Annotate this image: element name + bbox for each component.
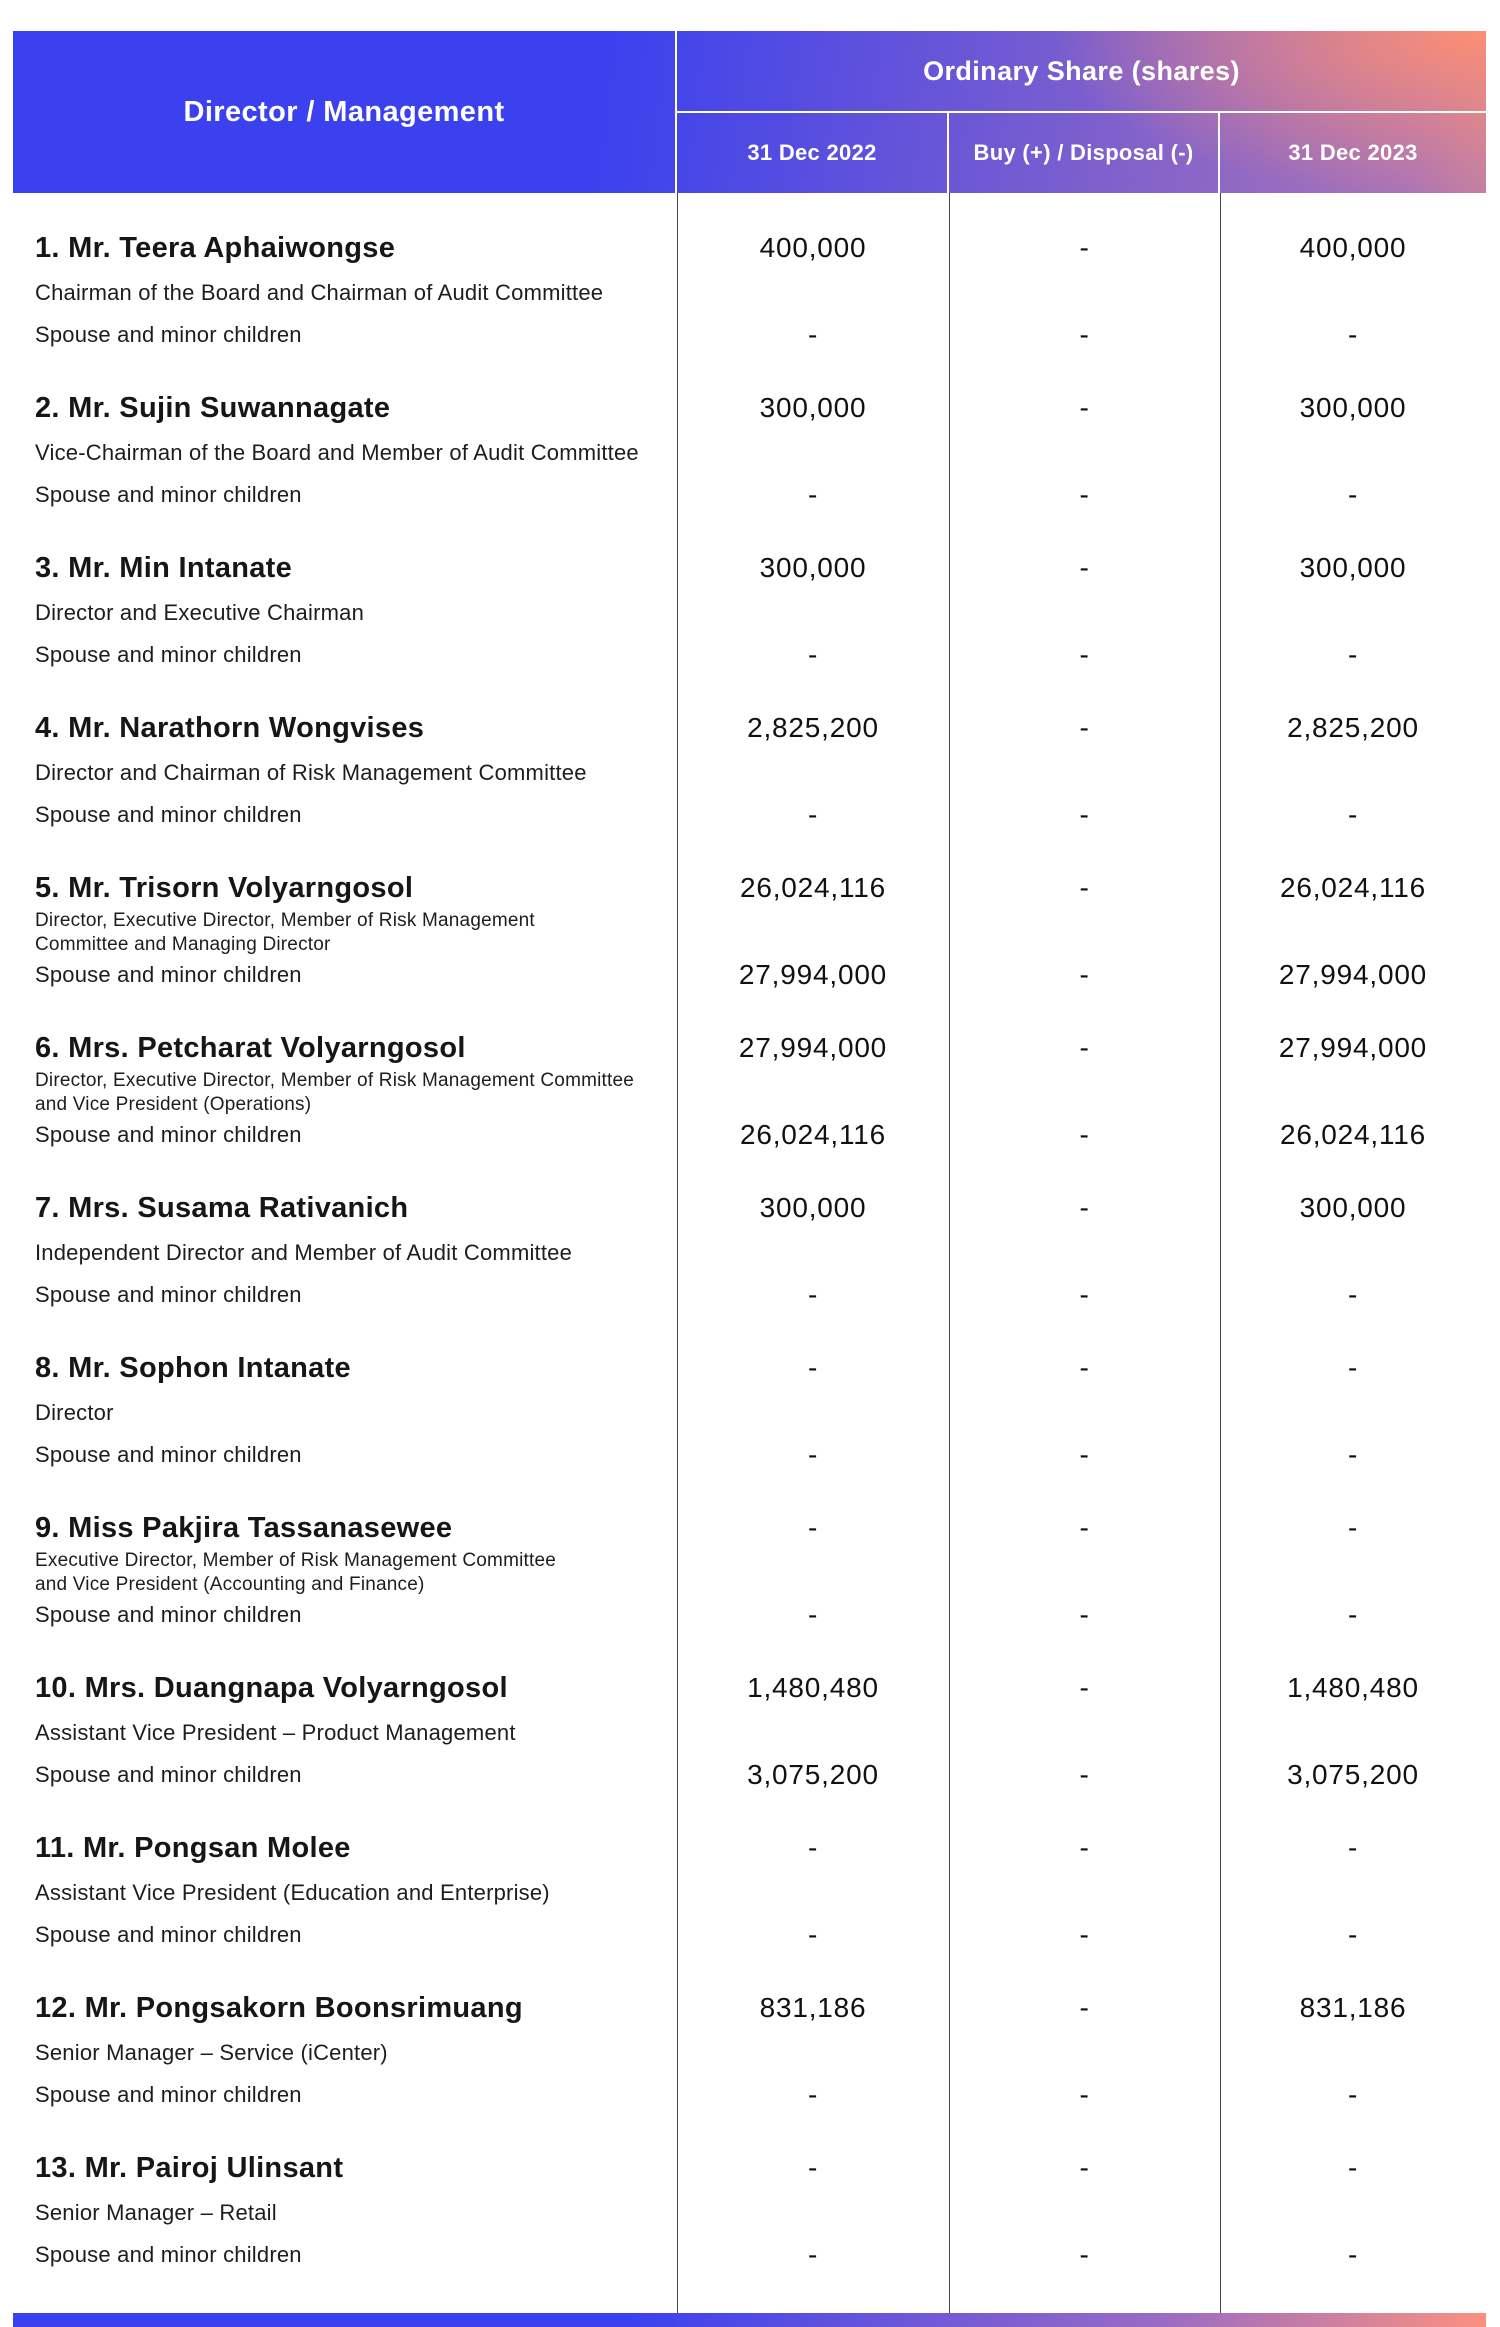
shares-31dec2022: 300,000 [759, 552, 867, 583]
director-position-line2: and Vice President (Accounting and Finance) [35, 1574, 425, 1595]
spouse-shares-31dec2023: - [1347, 319, 1359, 350]
spouse-shares-31dec2023: - [1347, 1599, 1359, 1630]
director-title-row [13, 1389, 1486, 1437]
director-title-row [13, 1549, 1486, 1597]
director-name: 3. Mr. Min Intanate [35, 551, 293, 584]
spouse-row [13, 1597, 1486, 1633]
director-title-row [13, 909, 1486, 957]
director-name: 1. Mr. Teera Aphaiwongse [35, 231, 396, 264]
director-title-row [13, 2029, 1486, 2077]
director-title-row [13, 269, 1486, 317]
spouse-buy-disposal-value: - [1079, 479, 1090, 510]
director-position [13, 1880, 677, 1906]
spouse-label: Spouse and minor children [35, 482, 302, 507]
spouse-row [13, 1277, 1486, 1313]
shares-31dec2022: - [807, 1352, 819, 1383]
director-name: 12. Mr. Pongsakorn Boonsrimuang [35, 1991, 523, 2024]
spouse-buy-disposal-value: - [1079, 1919, 1090, 1950]
spouse-label: Spouse and minor children [35, 2242, 302, 2267]
shares-31dec2023: - [1347, 1512, 1359, 1543]
spouse-label: Spouse and minor children [35, 642, 302, 667]
spouse-shares-31dec2023: - [1347, 2239, 1359, 2270]
spouse-label: Spouse and minor children [35, 2082, 302, 2107]
shares-31dec2022: - [807, 1832, 819, 1863]
buy-disposal-value: - [1079, 872, 1090, 903]
director-position-line1: Assistant Vice President – Product Management [35, 1720, 516, 1745]
director-section [13, 193, 1486, 353]
spouse-buy-disposal-value: - [1079, 1119, 1090, 1150]
shares-31dec2023: - [1347, 1832, 1359, 1863]
spouse-row [13, 797, 1486, 833]
spouse-buy-disposal-value: - [1079, 2079, 1090, 2110]
director-name-row [13, 547, 1486, 589]
director-name: 11. Mr. Pongsan Molee [35, 1831, 351, 1864]
spouse-shares-31dec2023: - [1347, 639, 1359, 670]
spouse-shares-31dec2022: - [807, 1439, 819, 1470]
shares-31dec2023: 300,000 [1299, 1192, 1407, 1223]
spouse-label: Spouse and minor children [35, 802, 302, 827]
shares-31dec2023: - [1347, 2152, 1359, 2183]
shares-31dec2023: 400,000 [1299, 232, 1407, 263]
director-name: 4. Mr. Narathorn Wongvises [35, 711, 425, 744]
director-name: 10. Mrs. Duangnapa Volyarngosol [35, 1671, 508, 1704]
header-col-31dec2022: 31 Dec 2022 [677, 113, 949, 193]
spouse-shares-31dec2023: - [1347, 799, 1359, 830]
director-section [13, 833, 1486, 993]
director-name-row [13, 1347, 1486, 1389]
director-position-line1: Executive Director, Member of Risk Management Committee [35, 1550, 557, 1571]
director-title-row [13, 589, 1486, 637]
director-position [13, 760, 677, 786]
director-name-row [13, 1027, 1486, 1069]
director-section [13, 1793, 1486, 1953]
director-section [13, 1633, 1486, 1793]
director-name: 8. Mr. Sophon Intanate [35, 1351, 351, 1384]
director-section [13, 2113, 1486, 2273]
spouse-buy-disposal-value: - [1079, 959, 1090, 990]
director-section [13, 673, 1486, 833]
director-section [13, 1953, 1486, 2113]
director-position-line1: Director [35, 1400, 114, 1425]
spouse-shares-31dec2023: - [1347, 2079, 1359, 2110]
director-position [13, 1400, 677, 1426]
director-position [13, 1549, 677, 1597]
director-position-line2: Committee and Managing Director [35, 934, 331, 955]
director-name-row [13, 707, 1486, 749]
spouse-label: Spouse and minor children [35, 962, 302, 987]
director-position-line1: Assistant Vice President (Education and Enterprise) [35, 1880, 550, 1905]
director-position [13, 440, 677, 466]
director-name-row [13, 867, 1486, 909]
header-col-buy-disposal: Buy (+) / Disposal (-) [949, 113, 1220, 193]
shares-31dec2022: 831,186 [759, 1992, 867, 2023]
director-name-row [13, 1507, 1486, 1549]
spouse-shares-31dec2022: 3,075,200 [747, 1759, 879, 1790]
director-position-line1: Vice-Chairman of the Board and Member of Audit Committee [35, 440, 639, 465]
spouse-buy-disposal-value: - [1079, 639, 1090, 670]
spouse-buy-disposal-value: - [1079, 1279, 1090, 1310]
spouse-shares-31dec2022: - [807, 319, 819, 350]
director-name: 9. Miss Pakjira Tassanasewee [35, 1511, 453, 1544]
spouse-row [13, 317, 1486, 353]
spouse-shares-31dec2023: 3,075,200 [1287, 1759, 1419, 1790]
director-position-line2: and Vice President (Operations) [35, 1094, 312, 1115]
spouse-label: Spouse and minor children [35, 1122, 302, 1147]
director-position-line1: Senior Manager – Retail [35, 2200, 277, 2225]
spouse-row [13, 957, 1486, 993]
buy-disposal-value: - [1079, 232, 1090, 263]
director-section [13, 993, 1486, 1153]
table-header [13, 31, 1486, 193]
spouse-shares-31dec2022: 26,024,116 [739, 1119, 887, 1150]
buy-disposal-value: - [1079, 1032, 1090, 1063]
director-position [13, 1720, 677, 1746]
director-name-row [13, 227, 1486, 269]
director-title-row [13, 429, 1486, 477]
buy-disposal-value: - [1079, 1192, 1090, 1223]
spouse-shares-31dec2023: - [1347, 479, 1359, 510]
spouse-label: Spouse and minor children [35, 1282, 302, 1307]
spouse-shares-31dec2022: 27,994,000 [738, 959, 888, 990]
director-position [13, 1240, 677, 1266]
spouse-shares-31dec2022: - [807, 799, 819, 830]
director-position [13, 280, 677, 306]
shares-31dec2023: 831,186 [1299, 1992, 1407, 2023]
spouse-label: Spouse and minor children [35, 1922, 302, 1947]
director-position-line1: Director and Executive Chairman [35, 600, 365, 625]
spouse-row [13, 637, 1486, 673]
director-name-row [13, 387, 1486, 429]
buy-disposal-value: - [1079, 712, 1090, 743]
director-position [13, 600, 677, 626]
director-title-row [13, 1069, 1486, 1117]
shares-31dec2022: - [807, 1512, 819, 1543]
director-name: 2. Mr. Sujin Suwannagate [35, 391, 391, 424]
director-title-row [13, 749, 1486, 797]
buy-disposal-value: - [1079, 1992, 1090, 2023]
table-body [13, 193, 1486, 2313]
director-name: 6. Mrs. Petcharat Volyarngosol [35, 1031, 466, 1064]
shares-31dec2023: 1,480,480 [1287, 1672, 1419, 1703]
spouse-row [13, 2077, 1486, 2113]
header-col-31dec2023: 31 Dec 2023 [1288, 140, 1418, 165]
spouse-shares-31dec2023: - [1347, 1439, 1359, 1470]
spouse-shares-31dec2022: - [807, 1919, 819, 1950]
director-position-line1: Independent Director and Member of Audit Committee [35, 1240, 573, 1265]
spouse-label: Spouse and minor children [35, 1442, 302, 1467]
shares-31dec2023: 26,024,116 [1279, 872, 1427, 903]
spouse-shares-31dec2022: - [807, 1279, 819, 1310]
shares-31dec2022: 2,825,200 [747, 712, 879, 743]
director-name-row [13, 1187, 1486, 1229]
spouse-row [13, 1437, 1486, 1473]
spouse-shares-31dec2023: 27,994,000 [1278, 959, 1428, 990]
column-divider-2 [949, 193, 950, 2313]
shares-31dec2022: 300,000 [759, 392, 867, 423]
director-name-row [13, 1987, 1486, 2029]
director-title-row [13, 1869, 1486, 1917]
spouse-shares-31dec2022: - [807, 479, 819, 510]
spouse-buy-disposal-value: - [1079, 2239, 1090, 2270]
spouse-buy-disposal-value: - [1079, 319, 1090, 350]
spouse-row [13, 1117, 1486, 1153]
director-name-row [13, 2147, 1486, 2189]
spouse-buy-disposal-value: - [1079, 1439, 1090, 1470]
buy-disposal-value: - [1079, 2152, 1090, 2183]
spouse-row [13, 1917, 1486, 1953]
director-name: 13. Mr. Pairoj Ulinsant [35, 2151, 344, 2184]
spouse-shares-31dec2023: - [1347, 1279, 1359, 1310]
director-position-line1: Director, Executive Director, Member of Risk Management Committee [35, 1070, 635, 1091]
buy-disposal-value: - [1079, 1352, 1090, 1383]
spouse-shares-31dec2023: 26,024,116 [1279, 1119, 1427, 1150]
column-divider-1 [677, 193, 678, 2313]
buy-disposal-value: - [1079, 392, 1090, 423]
spouse-shares-31dec2022: - [807, 1599, 819, 1630]
spouse-buy-disposal-value: - [1079, 1599, 1090, 1630]
director-name: 7. Mrs. Susama Rativanich [35, 1191, 409, 1224]
director-section [13, 1313, 1486, 1473]
header-director-management: Director / Management [13, 31, 677, 193]
shares-31dec2022: 400,000 [759, 232, 867, 263]
director-name: 5. Mr. Trisorn Volyarngosol [35, 871, 414, 904]
column-divider-3 [1220, 193, 1221, 2313]
shares-31dec2022: 300,000 [759, 1192, 867, 1223]
director-title-row [13, 1709, 1486, 1757]
spouse-shares-31dec2022: - [807, 639, 819, 670]
buy-disposal-value: - [1079, 552, 1090, 583]
director-name-row [13, 1667, 1486, 1709]
spouse-row [13, 2237, 1486, 2273]
director-section [13, 1473, 1486, 1633]
director-section [13, 513, 1486, 673]
buy-disposal-value: - [1079, 1832, 1090, 1863]
director-position-line1: Director and Chairman of Risk Management Committee [35, 760, 587, 785]
director-position-line1: Director, Executive Director, Member of Risk Management [35, 910, 535, 931]
shares-31dec2022: 27,994,000 [738, 1032, 888, 1063]
shares-31dec2023: 300,000 [1299, 552, 1407, 583]
spouse-label: Spouse and minor children [35, 1762, 302, 1787]
spouse-row [13, 1757, 1486, 1793]
director-position [13, 909, 677, 957]
director-position [13, 1069, 677, 1117]
shares-31dec2023: 300,000 [1299, 392, 1407, 423]
director-name-row [13, 1827, 1486, 1869]
buy-disposal-value: - [1079, 1512, 1090, 1543]
shares-31dec2022: 1,480,480 [747, 1672, 879, 1703]
director-position [13, 2040, 677, 2066]
spouse-shares-31dec2022: - [807, 2079, 819, 2110]
director-position [13, 2200, 677, 2226]
director-position-line1: Senior Manager – Service (iCenter) [35, 2040, 388, 2065]
spouse-shares-31dec2023: - [1347, 1919, 1359, 1950]
shares-31dec2023: 27,994,000 [1278, 1032, 1428, 1063]
director-title-row [13, 1229, 1486, 1277]
buy-disposal-value: - [1079, 1672, 1090, 1703]
director-title-row [13, 2189, 1486, 2237]
shares-31dec2022: 26,024,116 [739, 872, 887, 903]
shares-31dec2023: - [1347, 1352, 1359, 1383]
spouse-buy-disposal-value: - [1079, 799, 1090, 830]
spouse-label: Spouse and minor children [35, 322, 302, 347]
spouse-shares-31dec2022: - [807, 2239, 819, 2270]
footer-gradient-bar [13, 2313, 1486, 2327]
director-section [13, 1153, 1486, 1313]
shares-31dec2023: 2,825,200 [1287, 712, 1419, 743]
spouse-buy-disposal-value: - [1079, 1759, 1090, 1790]
spouse-row [13, 477, 1486, 513]
header-ordinary-share-group: Ordinary Share (shares) [677, 31, 1486, 113]
director-section [13, 353, 1486, 513]
director-position-line1: Chairman of the Board and Chairman of Audit Committee [35, 280, 604, 305]
spouse-label: Spouse and minor children [35, 1602, 302, 1627]
shares-31dec2022: - [807, 2152, 819, 2183]
